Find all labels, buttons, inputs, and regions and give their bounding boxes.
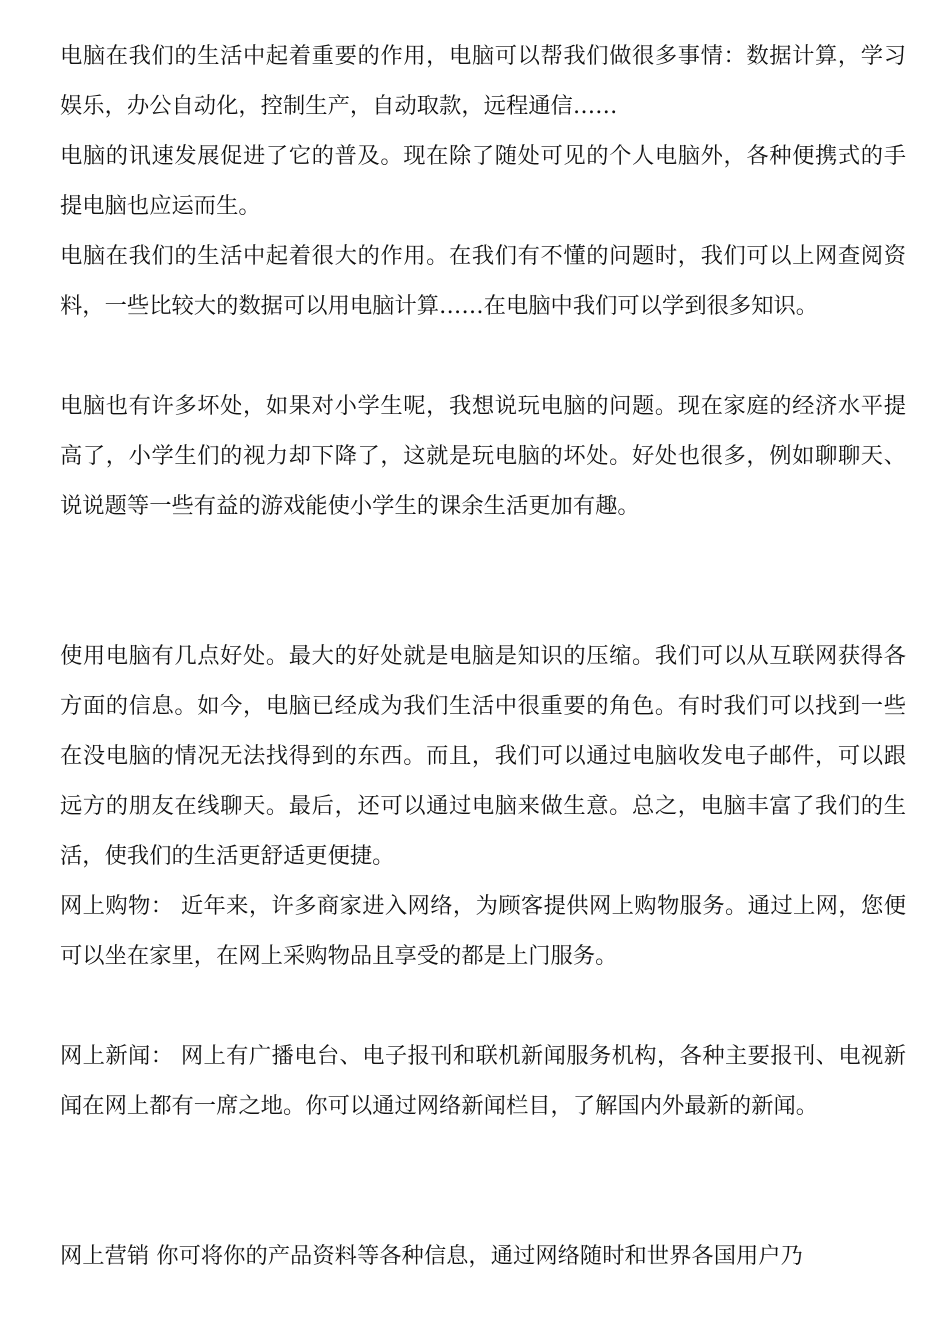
paragraph-computer-popularity: 电脑的讯速发展促进了它的普及。现在除了随处可见的个人电脑外，各种便携式的手提电脑也应运而生。 — [60, 143, 906, 219]
paragraph-computer-role: 电脑在我们的生活中起着重要的作用，电脑可以帮我们做很多事情：数据计算，学习娱乐，办公自动化，控制生产，自动取款，远程通信…… — [60, 43, 906, 119]
paragraph-computer-benefits: 使用电脑有几点好处。最大的好处就是电脑是知识的压缩。我们可以从互联网获得各方面的信息。如今，电脑已经成为我们生活中很重要的角色。有时我们可以找到一些在没电脑的情况无法找得到的东西。而且，我们可以通过电脑收发电子邮件，可以跟远方的朋友在线聊天。最后，还可以通过电脑来做生意。总之，电脑丰富了我们的生活，使我们的生活更舒适更便捷。 — [60, 643, 906, 869]
paragraph-online-news: 网上新闻： 网上有广播电台、电子报刊和联机新闻服务机构，各种主要报刊、电视新闻在网上都有一席之地。你可以通过网络新闻栏目，了解国内外最新的新闻。 — [60, 1043, 906, 1119]
paragraph-computer-drawbacks: 电脑也有许多坏处，如果对小学生呢，我想说玩电脑的问题。现在家庭的经济水平提高了，小学生们的视力却下降了，这就是玩电脑的坏处。好处也很多，例如聊聊天、说说题等一些有益的游戏能使小学生的课余生活更加有趣。 — [60, 393, 906, 519]
paragraph-computer-learning: 电脑在我们的生活中起着很大的作用。在我们有不懂的问题时，我们可以上网查阅资料，一些比较大的数据可以用电脑计算……在电脑中我们可以学到很多知识。 — [60, 243, 906, 319]
paragraph-online-marketing: 网上营销 你可将你的产品资料等各种信息，通过网络随时和世界各国用户乃 — [60, 1243, 803, 1269]
paragraph-online-shopping: 网上购物： 近年来，许多商家进入网络，为顾客提供网上购物服务。通过上网，您便可以坐在家里，在网上采购物品且享受的都是上门服务。 — [60, 893, 906, 969]
